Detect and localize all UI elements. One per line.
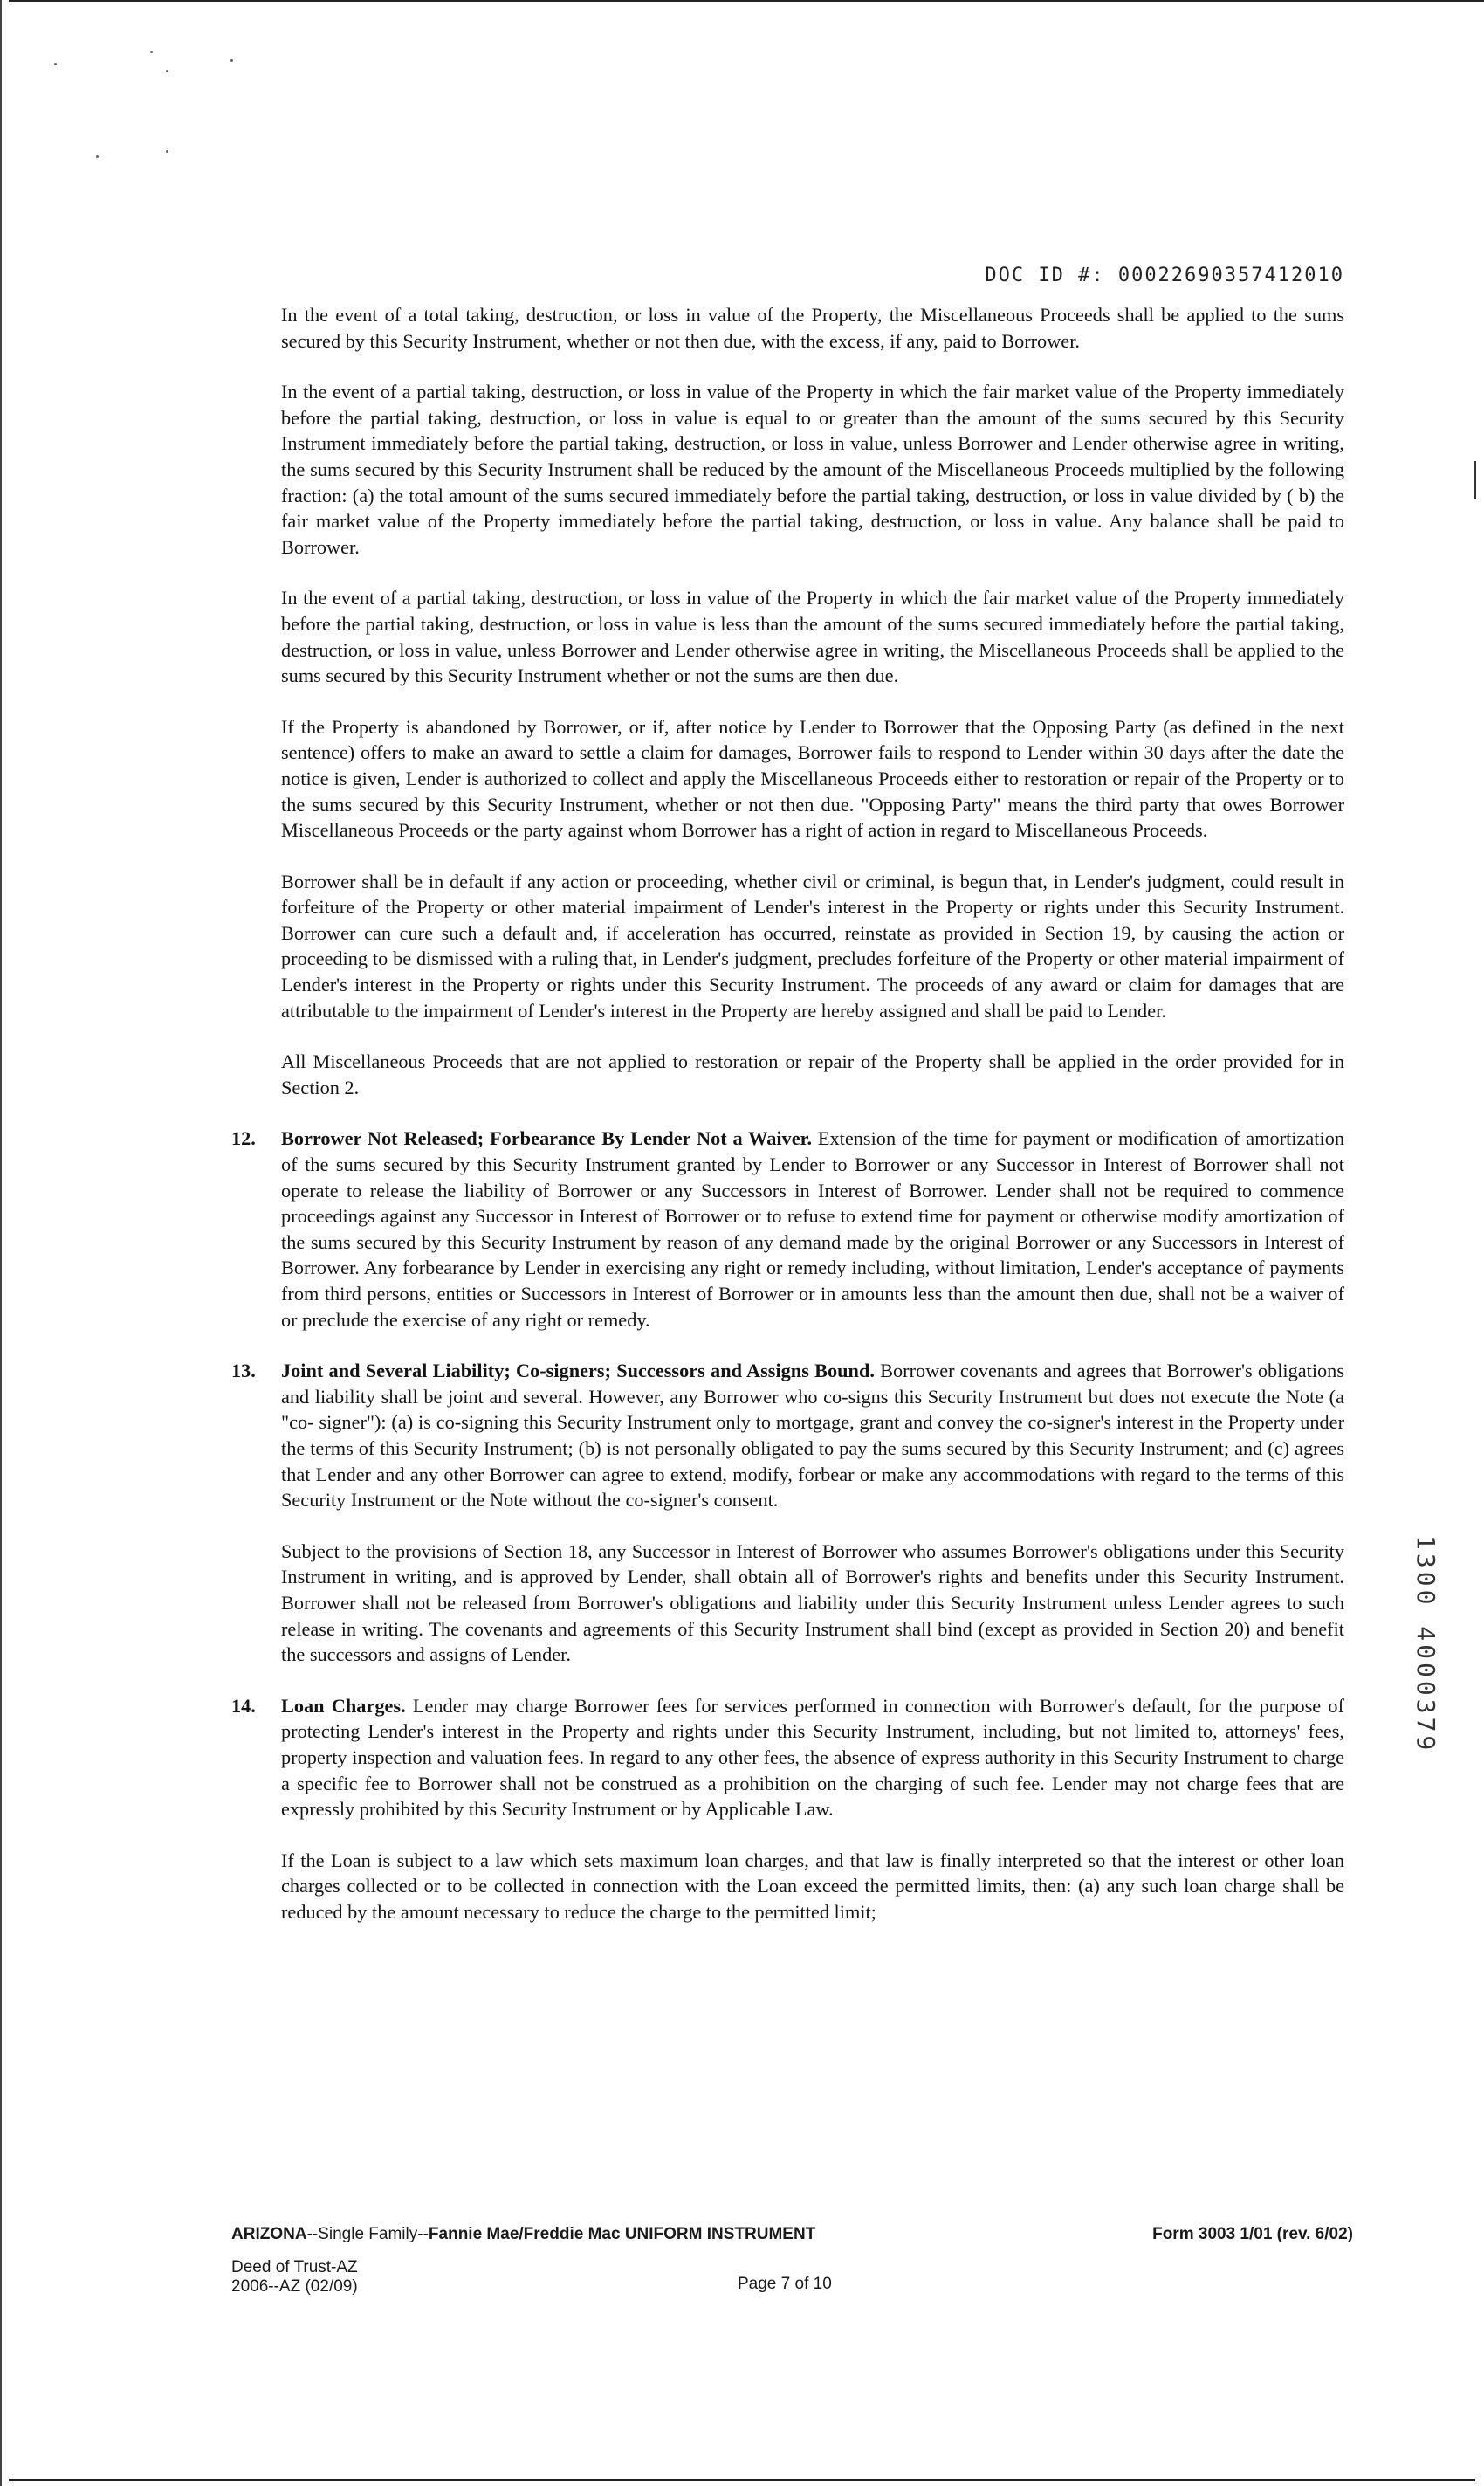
recording-stamp: 1300 4000379 [1412, 1535, 1440, 1754]
section-12 [231, 1126, 1344, 1333]
form-description: ARIZONA--Single Family--Fannie Mae/Freddie Mac UNIFORM INSTRUMENT [231, 2225, 816, 2243]
paragraph: All Miscellaneous Proceeds that are not applied to restoration or repair of the Property shall be applied in the order provided for in Section 2. [281, 1050, 1344, 1098]
scan-speck [166, 150, 168, 153]
section-text: Lender may charge Borrower fees for services performed in connection with Borrower's default, for the purpose of protecting Lender's interest in the Property and rights under this Security Instrument, including, but not limited to, attorneys' fees, property inspection and valuation fees. In regard to any other fees, the absence of express authority in this Security Instrument to charge a specific fee to Borrower shall not be construed as a prohibition on the charging of such fee. Lender may not charge fees that are expressly prohibited by this Security Instrument or by Applicable Law. [281, 1694, 1344, 1821]
doc-id: DOC ID #: 00022690357412010 [985, 265, 1344, 286]
paragraph: In the event of a partial taking, destruction, or loss in value of the Property in which the fair market value of the Property immediately before the partial taking, destruction, or loss in value is equal to or greater than the amount of the sums secured by this Security Instrument immediately before the partial taking, destruction, or loss in value, unless Borrower and Lender otherwise agree in writing, the sums secured by this Security Instrument shall be reduced by the amount of the Miscellaneous Proceeds multiplied by the following fraction: (a) the total amount of the sums secured immediately before the partial taking, destruction, or loss in value divided by ( b) the fair market value of the Property immediately before the partial taking, destruction, or loss in value. Any balance shall be paid to Borrower. [281, 381, 1344, 558]
scan-edge-top [9, 0, 1484, 2]
scan-speck [54, 63, 57, 65]
section-text: Borrower covenants and agrees that Borrower's obligations and liability shall be joint and several. However, any Borrower who co-signs this Security Instrument but does not execute the Note (a "co- signer"): (a) is co-signing this Security Instrument only to mortgage, grant and convey the co-signer's interest in the Property under the terms of this Security Instrument; (b) is not personally obligated to pay the sums secured by this Security Instrument; and (c) agrees that Lender and any other Borrower can agree to extend, modify, forbear or make any accommodations with regard to the terms of this Security Instrument or the Note without the co-signer's consent. [281, 1360, 1344, 1512]
scan-speck [150, 51, 153, 53]
form-version: 2006--AZ (02/09) [231, 2277, 358, 2296]
scan-edge-left [0, 0, 2, 2486]
margin-mark [1474, 461, 1476, 499]
page-footer [231, 2225, 1353, 2297]
scan-speck [96, 155, 99, 158]
paragraph: In the event of a partial taking, destruction, or loss in value of the Property in which the fair market value of the Property immediately before the partial taking, destruction, or loss in value is less than the amount of the sums secured immediately before the partial taking, destruction, or loss in value, unless Borrower and Lender otherwise agree in writing, the Miscellaneous Proceeds shall be applied to the sums secured by this Security Instrument whether or not the sums are then due. [281, 587, 1344, 687]
paragraph: In the event of a total taking, destruction, or loss in value of the Property, the Miscellaneous Proceeds shall be applied to the sums secured by this Security Instrument, whether or not then due, with the excess, if any, paid to Borrower. [281, 304, 1344, 352]
section-paragraph: If the Loan is subject to a law which sets maximum loan charges, and that law is finally interpreted so that the interest or other loan charges collected or to be collected in connection with the Loan exceed the permitted limits, then: (a) any such loan charge shall be reduced by the amount necessary to reduce the charge to the permitted limit; [281, 1849, 1344, 1923]
section-title: Joint and Several Liability; Co-signers; Successors and Assigns Bound. [281, 1360, 875, 1382]
scan-speck [230, 59, 233, 62]
deed-type: Deed of Trust-AZ [231, 2258, 358, 2276]
section-title: Borrower Not Released; Forbearance By Lender Not a Waiver. [281, 1127, 813, 1150]
section-text: Extension of the time for payment or modification of amortization of the sums secured by this Security Instrument granted by Lender to Borrower or any Successor in Interest of Borrower shall not operate to release the liability of Borrower or any Successors in Interest of Borrower. Lender shall not be required to commence proceedings against any Successor in Interest of Borrower or to refuse to extend time for payment or otherwise modify amortization of the sums secured by this Security Instrument by reason of any demand made by the original Borrower or any Successors in Interest of Borrower. Any forbearance by Lender in exercising any right or remedy including, without limitation, Lender's acceptance of payments from third persons, entities or Successors in Interest of Borrower or in amounts less than the amount then due, shall not be a waiver of or preclude the exercise of any right or remedy. [281, 1127, 1344, 1331]
scan-speck [166, 70, 168, 72]
section-paragraph: Subject to the provisions of Section 18, any Successor in Interest of Borrower who assumes Borrower's obligations under this Security Instrument in writing, and is approved by Lender, shall obtain all of Borrower's rights and benefits under this Security Instrument. Borrower shall not be released from Borrower's obligations and liability under this Security Instrument unless Lender agrees to such release in writing. The covenants and agreements of this Security Instrument shall bind (except as provided in Section 20) and benefit the successors and assigns of Lender. [281, 1539, 1344, 1666]
section-14 [231, 1693, 1344, 1925]
paragraph: If the Property is abandoned by Borrower, or if, after notice by Lender to Borrower that the Opposing Party (as defined in the next sentence) offers to make an award to settle a claim for damages, Borrower fails to respond to Lender within 30 days after the date the notice is given, Lender is authorized to collect and apply the Miscellaneous Proceeds either to restoration or repair of the Property or to the sums secured by this Security Instrument, whether or not then due. "Opposing Party" means the third party that owes Borrower Miscellaneous Proceeds or the party against whom Borrower has a right of action in regard to Miscellaneous Proceeds. [281, 715, 1344, 842]
document-body [231, 302, 1344, 1950]
section-number: 14. [231, 1694, 256, 1717]
section-title: Loan Charges. [281, 1694, 406, 1717]
section-13 [231, 1358, 1344, 1668]
scan-edge-bottom [9, 2479, 1475, 2481]
section-number: 12. [231, 1127, 256, 1150]
paragraph: Borrower shall be in default if any action or proceeding, whether civil or criminal, is begun that, in Lender's judgment, could result in forfeiture of the Property or other material impairment of Lender's interest in the Property or rights under this Security Instrument. Borrower can cure such a default and, if acceleration has occurred, reinstate as provided in Section 19, by causing the action or proceeding to be dismissed with a ruling that, in Lender's judgment, precludes forfeiture of the Property or other material impairment of Lender's interest in the Property or rights under this Security Instrument. The proceeds of any award or claim for damages that are attributable to the impairment of Lender's interest in the Property are hereby assigned and shall be paid to Lender. [281, 870, 1344, 1022]
section-number: 13. [231, 1360, 256, 1382]
form-number: Form 3003 1/01 (rev. 6/02) [1152, 2225, 1353, 2243]
page-number: Page 7 of 10 [738, 2275, 832, 2293]
